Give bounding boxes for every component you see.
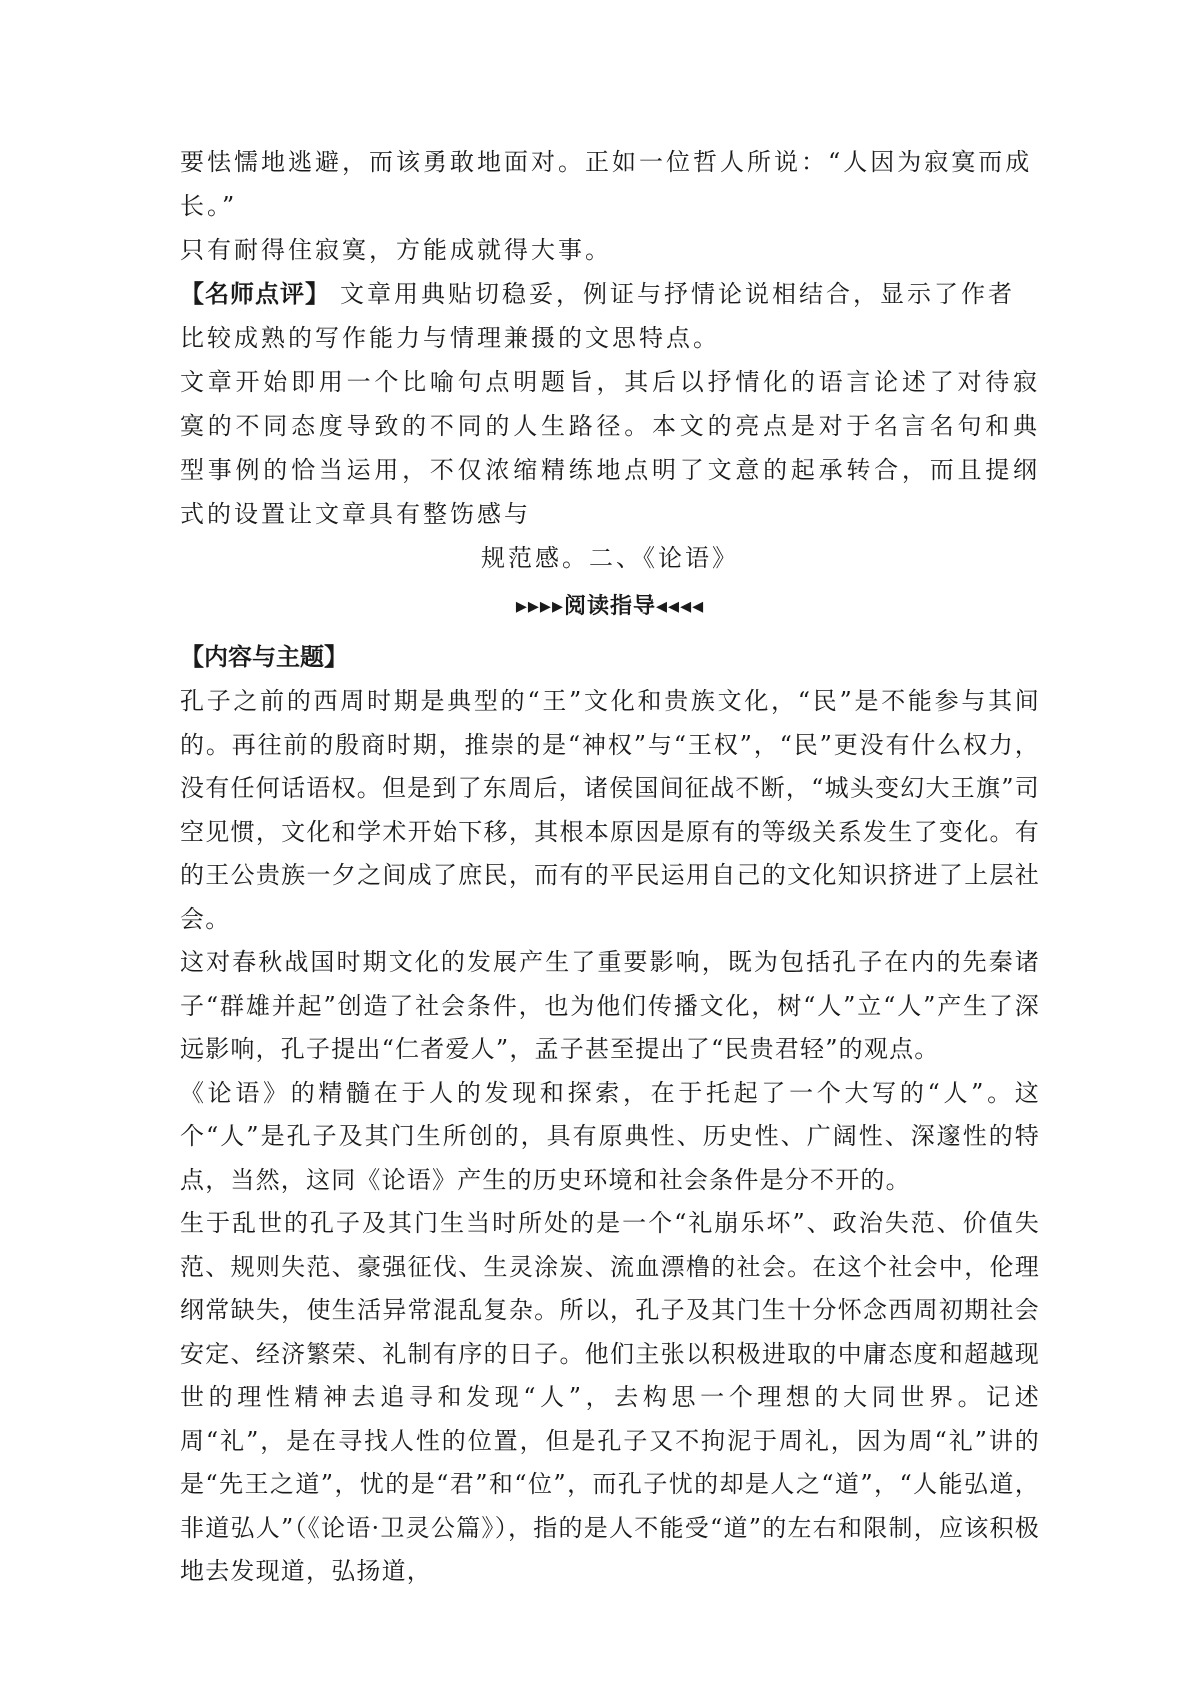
page-content bbox=[180, 140, 1040, 1594]
intro-line-2: 只有耐得住寂寞，方能成就得大事。 bbox=[180, 236, 612, 264]
teacher-comment bbox=[180, 272, 1040, 360]
body-paragraph-3: 《论语》的精髓在于人的发现和探索，在于托起了一个大写的“人”。这个“人”是孔子及其门生所创的，具有原典性、历史性、广阔性、深邃性的特点，当然，这同《论语》产生的历史环境和社会条件是分不开的。 bbox=[180, 1078, 1040, 1194]
body-paragraph-4: 生于乱世的孔子及其门生当时所处的是一个“礼崩乐坏”、政治失范、价值失范、规则失范、豪强征伐、生灵涂炭、流血漂橹的社会。在这个社会中，伦理纲常缺失，使生活异常混乱复杂。所以，孔子及其门生十分怀念西周初期社会安定、经济繁荣、礼制有序的日子。他们主张以积极进取的中庸态度和超越现世的理性精神去追寻和发现“人”，去构思一个理想的大同世界。记述周“礼”，是在寻找人性的位置，但是孔子又不拘泥于周礼，因为周“礼”讲的是“先王之道”，忧的是“君”和“位”，而孔子忧的却是人之“道”，“人能弘道，非道弘人”（《论语·卫灵公篇》），指的是人不能受“道”的左右和限制，应该积极地去发现道，弘扬道， bbox=[180, 1209, 1040, 1585]
comment-paragraph-2: 文章开始即用一个比喻句点明题旨，其后以抒情化的语言论述了对待寂寞的不同态度导致的不同的人生路径。本文的亮点是对于名言名句和典型事例的恰当运用，不仅浓缩精练地点明了文意的起承转合，而且提纲式的设置让文章具有整饬感与 bbox=[180, 368, 1040, 528]
teacher-comment-label: 【名师点评】 bbox=[180, 280, 330, 308]
teacher-comment-text: 文章用典贴切稳妥，例证与抒情论说相结合，显示了作者比较成熟的写作能力与情理兼摄的文思特点。 bbox=[180, 280, 1015, 352]
comment-paragraph-2-last: 规范感。二、《论语》 bbox=[481, 544, 739, 572]
intro-line-1: 要怯懦地逃避，而该勇敢地面对。正如一位哲人所说：“人因为寂寞而成长。” bbox=[180, 148, 1033, 220]
reading-guide-heading: ▸▸▸▸阅读指导◂◂◂◂ bbox=[515, 594, 705, 619]
section-title: 【内容与主题】 bbox=[180, 643, 348, 671]
body-paragraph-2: 这对春秋战国时期文化的发展产生了重要影响，既为包括孔子在内的先秦诸子“群雄并起”创造了社会条件，也为他们传播文化，树“人”立“人”产生了深远影响，孔子提出“仁者爱人”，孟子甚至提出了“民贵君轻”的观点。 bbox=[180, 948, 1040, 1063]
body-paragraph-1: 孔子之前的西周时期是典型的“王”文化和贵族文化，“民”是不能参与其间的。再往前的殷商时期，推崇的是“神权”与“王权”，“民”更没有什么权力，没有任何话语权。但是到了东周后，诸侯国间征战不断，“城头变幻大王旗”司空见惯，文化和学术开始下移，其根本原因是原有的等级关系发生了变化。有的王公贵族一夕之间成了庶民，而有的平民运用自己的文化知识挤进了上层社会。 bbox=[180, 687, 1040, 933]
